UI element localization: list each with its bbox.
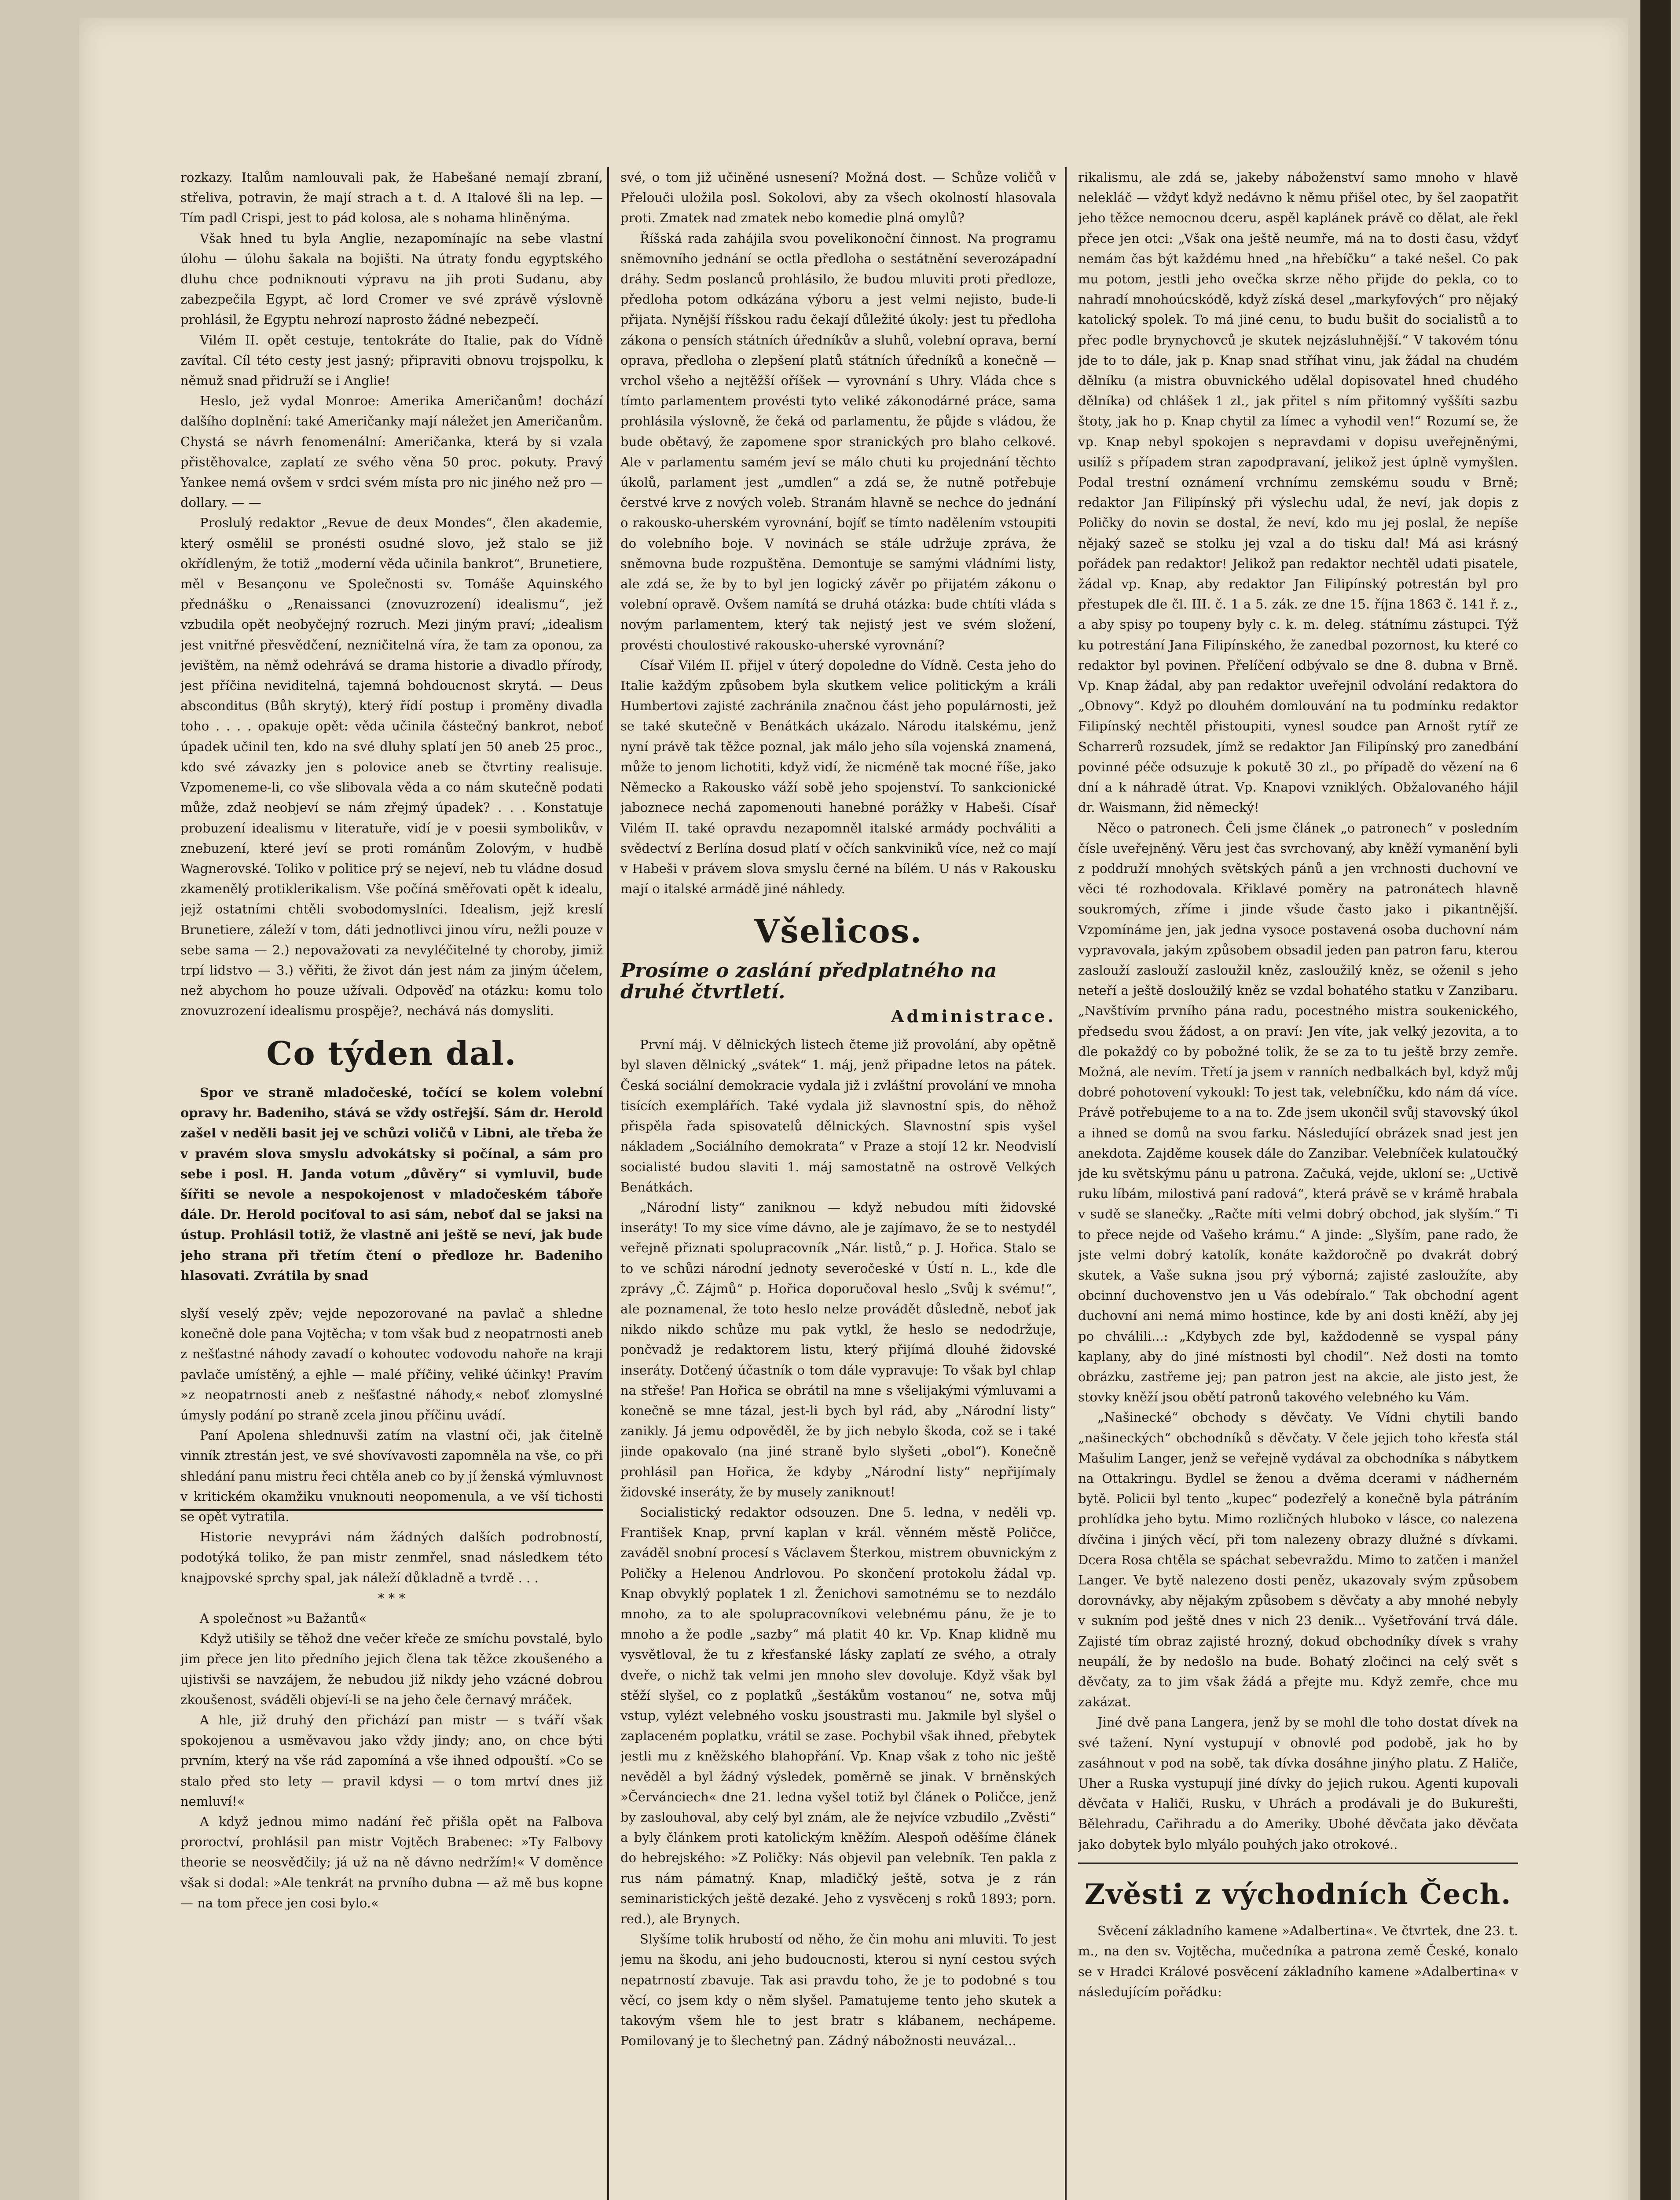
column-1-top [180, 167, 603, 1021]
column-3 [1078, 167, 1518, 2200]
section-title-co-tyden-dal: Co týden dal. [266, 1034, 517, 1073]
paragraph: A hle, již druhý den přichází pan mistr — s tváří však spokojenou a usměvavou jako vždy jindy; ano, on chce býti prvním, který na vše rád zapomíná a vše ihned odpouští. »Co se stalo před sto lety — pravil kdysi — o tom mrtví dnes již nemluví!« [180, 1712, 603, 1809]
paragraph: Něco o patronech. Čeli jsme článek „o patronech“ v posledním čísle uveřejněný. Věru jest čas svrchovaný, aby kněží vymanění byli z poddruží mnohých světských pánů a jen vrchnosti duchovní ve věci té rozhodovala. Křiklavé poměry na patronátech hlavně soukromých, zříme i jinde všude často jako i pikantnější. Vzpomínáme jen, jak jedna vysoce postavená osoba duchovní nám vypravovala, jakým způsobem obsadil jeden pan patron faru, kterou zaslouží zaslouží zasloužil kněz, zasloužilý kněz, se oženil s jeho neteří a ještě dosloužilý kněz se vzdal bohatého statku v Zanzibaru. „Navštívím prvního pána radu, pocestného mistra soukenického, předsedu svou žádost, a on praví: Jen víte, jak velký jezovita, a to dle pokaždý co by pobožné tolik, že se za to tu ještě brzy zemře. Možná, ale nevím. Třetí ja jsem v ranních nedbalkách byl, když můj dobré pohotovení vykoukl: To jest tak, velebníčku, kdo nám dá více. Právě potřebujeme to a na to. Zde jsem ukončil svůj stavovský úkol a ihned se domů na svou farku. Následující obrázek snad jest jen anekdota. Zajděme kousek dále do Zanzibar. Velebníček kulatoučký jde ku světskýmu pánu u patrona. Začuká, vejde, ukloní se: „Uctivě ruku líbám, milostivá paní radová“, která právě se v krámě hrabala v sudě se slanečky. „Račte míti velmi dobrý obchod, jak slyším.“ Ti to přece nejde od Vašeho krámu.“ A jinde: „Slyším, pane rado, že jste velmi dobrý katolík, konáte každoročně po dvakrát dobrý skutek, a Vaše sukna jsou prý výborná; zajisté zasloužíte, aby obcinní duchovenstvo jen u Vás odebíralo.“ Tak obchodní agent duchovní ani nemá mimo hostince, kde by ani dosti kněží, aby jej po chválili...: „Kdybych zde byl, každodenně se vyspal pány kaplany, aby do jiné místnosti byl chodil“. Než dosti na tomto obrázku, zastřeme jej; pan patron jest na akcie, ale jisto jest, že stovky kněží jsou obětí patronů takového velebného ku Vám. [1078, 820, 1518, 1405]
paragraph: Jiné dvě pana Langera, jenž by se mohl dle toho dostat dívek na své tažení. Nyní vystupují v obnovlé pod podobě, jak ho by zasáhnout v pod na sobě, tak dívka dosáhne jinýho platu. Z Haliče, Uher a Ruska vystupují jiné dívky do jejich rukou. Agenti kupovali děvčata v Haliči, Rusku, v Uhrách a prodávali je do Bukurešti, Bělehradu, Cařihradu a do Ameriky. Ubohé děvčata jako děvčata jako dobytek bylo mlyálo pouhých jako otrokové.. [1078, 1715, 1518, 1852]
paragraph: rozkazy. Italům namlouvali pak, že Habešané nemají zbraní, střeliva, potravin, že mají strach a t. d. A Italové šli na lep. — Tím padl Crispi, jest to pád kolosa, ale s nohama hliněnýma. [180, 170, 603, 226]
paragraph: A společnost »u Bažantů« [200, 1611, 367, 1626]
section-divider [1078, 1863, 1518, 1864]
paragraph: Paní Apolena shlednuvši zatím na vlastní oči, jak čitelně vinník ztrestán jest, ve své shovívavosti zapomněla na vše, co při shledání panu mistru řeci chtěla aneb co by jí ženská výmluvnost v kritickém okamžiku vnuknouti neopomenula, a ve vší tichosti se opět vytratila. [180, 1428, 603, 1524]
paragraph: Proslulý redaktor „Revue de deux Mondes“, člen akademie, který osmělil se pronésti osudné slovo, jež stalo se již okřídleným, že totiž „moderní věda učinila bankrot“, Brunetiere, měl v Besançonu ve Společnosti sv. Tomáše Aquinského přednášku o „Renaissanci (znovuzrození) idealismu“, jež vzbudila opět neobyčejný rozruch. Mezi jiným praví; „idealism jest vnitřné přesvědčení, nezničitelná víra, že tam za oponou, za jevištěm, na němž odehrává se drama historie a divadlo přírody, jest příčina neviditelná, tajemná bohdoucnost skrytá. — Deus absconditus (Bůh skrytý), který řídí postup i proměny divadla toho . . . . opakuje opět: věda učinila částečný bankrot, neboť úpadek učinil ten, kdo na své dluhy splatí jen 50 aneb 25 proc., kdo své závazky jen s polovice aneb se čtvrtiny realisuje. Vzpomeneme-li, co vše slibovala věda a co nám skutečně podati může, zdaž neobjeví se nám zřejmý úpadek? . . . Konstatuje probuzení idealismu v literatuře, vidí je v poesii symbolikův, v znebuzení, které jeví se proti románům Zolovým, v hudbě Wagnerovské. Toliko v politice prý se nejeví, neb tu vládne dosud zkamenělý protiklerikalism. Vše počíná směřovati opět k idealu, jejž ostatními chtěli svobodomyslníci. Idealism, jejž kreslí Brunetiere, záleží v tom, dáti jednotlivci jinou víru, nežli pouze v sebe sama — 2.) nepovažovati za nevyléčitelné ty choroby, jimiž trpí lidstvo — 3.) věřiti, že život dán jest nám za jiným účelem, než abychom ho pouze užívali. Odpověď na otázku: komu tolo znovuzrození idealismu prospěje?, nechává nás domysliti. [180, 515, 603, 1019]
paragraph: Slyšíme tolik hrubostí od něho, že čin mohu ani mluviti. To jest jemu na škodu, ani jeho budoucnosti, kterou si nyní cestou svých nepatrností zbavuje. Tak asi pravdu toho, že je to podobné s tou věcí, co jsem kdy o něm slyšel. Pamatujeme tento jeho skutek a takovým všem hle to jest bratr s klábanem, nechápeme. Pomilovaný je to šlechetný pan. Zádný nábožnosti neuvázal... [620, 1932, 1056, 2049]
paragraph: Říšská rada zahájila svou povelikonoční činnost. Na programu sněmovního jednání se octla předloha o sestátnění severozápadní dráhy. Sedm poslanců prohlásilo, že budou mluviti proti předloze, předloha potom odkázána výboru a jest velmi nejisto, bude-li přijata. Nynější říšskou radu čekají důležité úkoly: jest tu předloha zákona o pensích státních úředníkův a sluhů, volební oprava, berní oprava, předloha o zlepšení platů státních úředníků a konečně — vrchol všeho a nejtěžší oříšek — vyrovnání s Uhry. Vláda chce s tímto parlamentem provésti tyto veliké zákonodárné práce, sama prohlásila výslovně, že čeká od parlamentu, že půjde s vládou, že bude obětavý, že zapomene spor stranických pro blaho celkové. Ale v parlamentu samém jeví se málo chuti ku projednání těchto úkolů, parlament jest „umdlen“ a zdá se, že nutně potřebuje čerstvé krve z nových voleb. Stranám hlavně se nechce do jednání o rakousko-uherském vyrovnání, bojíť se tímto nadělením vstoupiti do volebního boje. V novinách se stále udržuje zpráva, že sněmovna bude rozpuštěna. Demontuje se samými vládními listy, ale zdá se, že by to byl jen logický závěr po přijatém zákonu o volební opravě. Ovšem namítá se druhá otázka: bude chtíti vláda s novým parlamentem, který tak nejistý jest ve svém složení, provésti choulostivé rakousko-uherské vyrovnání? [620, 231, 1056, 653]
paragraph: A když jednou mimo nadání řeč přišla opět na Falbova proroctví, prohlásil pan mistr Vojtěch Brabenec: »Ty Falbovy theorie se neosvědčily; já už na ně dávno nedržím!« V doměnce však si dodal: »Ale tenkrát na prvního dubna — až mě bus kopne — na tom přece jen cosi bylo.« [180, 1814, 603, 1910]
paragraph: Socialistický redaktor odsouzen. Dne 5. ledna, v neděli vp. František Knap, první kaplan v král. věnném městě Poličce, zaváděl snobní procesí s Václavem Šterkou, mistrem obuvnickým z Poličky a Helenou Andrlovou. Po skončení protokolu žádal vp. Knap obvyklý poplatek 1 zl. Ženichovi samotnému se to nezdálo mnoho, za to ale spolupracovníkovi velebnému pánu, že je to mnoho a že podle „sazby“ má platit 40 kr. Vp. Knap klidně mu vysvětloval, že tu z křesťanské lásky zaplatí ze svého, a otraly dveře, o nichž tak velmi jen mnoho slev dovoluje. Když však byl stěží slyšel, co z poplatků „šestákům vostanou“ ne, sotva můj vstup, vylézt velebného vosku jsoustrasti mu. Jakmile byl slyšel o zaplaceném poplatku, vrátil se zase. Pochybil však ihned, přebytek jestli mu z kněžského blahopřání. Vp. Knap však z toho nic ještě nevěděl a byl žádný výsledek, poměrně se jinak. V brněnských »Červánciech« dne 21. ledna vyšel totiž byl článek o Poličce, jenž by zaslouhoval, aby celý byl znám, ale že nejvíce vzbudilo „Zvěsti“ a byly článkem proti katolickým kněžím. Alespoň oděšíme článek do hebrejského: »Z Poličky: Nás objevil pan velebník. Ten pakla z rus nám pámatný. Knap, mladičký ještě, sotva je z rán seminaristických ještě dezaké. Jeho z vysvěcenj s roků 1893; porn. red.), ale Brynych. [620, 1504, 1056, 1927]
subscription-notice: Prosíme o zaslání předplatného na druhé čtvrtletí. [620, 959, 997, 1004]
scan-edge [1640, 0, 1671, 2200]
column-2 [620, 167, 1056, 2200]
paragraph: Však hned tu byla Anglie, nezapomínajíc na sebe vlastní úlohu — úlohu šakala na bojišti. Na útraty fondu egyptského dluhu chce podniknouti výpravu na jih proti Sudanu, aby zabezpečila Egypt, ač lord Cromer ve své zprávě výslovně prohlásil, že Egyptu nehrozí naprosto žádné nebezpečí. [180, 231, 603, 327]
paragraph: své, o tom již učiněné usnesení? Možná dost. — Schůze voličů v Přelouči uložila posl. Sokolovi, aby za všech okolností hlasovala proti. Zmatek nad zmatek nebo komedie plná omylů? [620, 170, 1056, 226]
paragraph: Svěcení základního kamene »Adalbertina«. Ve čtvrtek, dne 23. t. m., na den sv. Vojtěcha, mučedníka a patrona země České, konalo se v Hradci Králové posvěcení základního kamene »Adalbertina« v následujícím pořádku: [1078, 1923, 1518, 1999]
paragraph: Když utišily se těhož dne večer křeče ze smíchu povstalé, bylo jim přece jen lito předního jejich člena tak těžce zkoušeného a ujistivši se navzájem, že nebudou již nikdy jeho vzácné dobrou zkoušenost, sváděli objeví-li se na jeho čele černavý mráček. [180, 1631, 603, 1707]
paragraph: První máj. V dělnických listech čteme již provolání, aby opětně byl slaven dělnický „svátek“ 1. máj, jenž připadne letos na pátek. Česká sociální demokracie vydala již i zvláštní provolání ve mnoha tisících exemplářích. Také vydala již slavnostní spis, do něhož přispěla řada spisovatelů dělnických. Slavnostní spis vyšel nákladem „Sociálního demokrata“ v Praze a stojí 12 kr. Neodvislí socialisté budou slaviti 1. máj samostatně na ostrově Velkých Benátkách. [620, 1037, 1056, 1195]
section-title-zvesti: Zvěsti z východních Čech. [1084, 1877, 1512, 1911]
paragraph: „Našinecké“ obchody s děvčaty. Ve Vídni chytili bando „našineckých“ obchodníků s děvčaty. V čele jejich toho křesťa stál Mašulim Langer, jenž se veřejně vydával za obchodníka s nábytkem na Ottakringu. Bydlel se ženou a dvěma dcerami v nádherném bytě. Policii byl tento „kupec“ podezřelý a konečně byla pátráním prohlídka jeho bytu. Mimo rozličných hluboko v lásce, co nalezena dívčina i jiných věcí, při tom nalezeny obrazy dlužné s dívkami. Dcera Rosa chtěla se spáchat sebevraždu. Mimo to zatčen i manžel Langer. Ve bytě nalezeno dosti peněz, ukazovaly svým způsobem dorovnávky, aby nějakým způsobem s děvčaty a aby mnohé nebyly v sukním pod ještě dnes v nich 23 denik... Vyšetřování trvá dále. Zajisté tím obraz zajisté hrozný, dokud obchodníky dívek s vrahy neupálí, že by nedošlo na bude. Bohatý zločinci na celý svět s děvčaty, za to jim však žádá a přejte mu. Když zemře, chce mu zakázat. [1078, 1410, 1518, 1710]
administration-signature: Administrace. [891, 1006, 1056, 1027]
paragraph: Historie nevyprávi nám žádných dalších podrobností, podotýká toliko, že pan mistr zenmřel, snad následkem této knajpovské sprchy spal, jak náleží důkladně a tvrdě . . . [180, 1529, 603, 1585]
separator-stars: * * * [378, 1590, 405, 1606]
column-rule-left [607, 167, 609, 2200]
column-1 [180, 167, 603, 2200]
column-rule-right [1065, 167, 1067, 2200]
paragraph: Spor ve straně mladočeské, točící se kolem volební opravy hr. Badeniho, stává se vždy ostřejší. Sám dr. Herold zašel v neděli basit jej ve schůzi voličů v Libni, ale třeba že v pravém slova smyslu advokátsky si počínal, a sám pro sebe i posl. H. Janda votum „důvěry“ si vymluvil, bude šířiti se nevole a nespokojenost v mladočeském táboře dále. Dr. Herold pociťoval to asi sám, neboť dal se jaksi na ústup. Prohlásil totiž, že vlastně ani ještě se neví, jak bude jeho strana při třetím čtení o předloze hr. Badeniho hlasovati. Zvrátila by snad [180, 1085, 603, 1283]
paragraph: Heslo, jež vydal Monroe: Amerika Američanům! dochází dalšího doplnění: také Američanky mají náležet jen Američanům. Chystá se návrh fenomenální: Američanka, která by si vzala přistěhovalce, zaplatí ze svého věna 50 proc. pokuty. Pravý Yankee nemá ovšem v srdci svém místa pro nic jiného než pro — dollary. — — [180, 393, 603, 510]
paragraph: Císař Vilém II. přijel v úterý dopoledne do Vídně. Cesta jeho do Italie každým způsobem byla skutkem velice politickým a králi Humbertovi zajisté zachránila značnou část jeho populárnosti, jež se také skutečně v Benátkách ukázalo. Národu italskému, jenž nyní právě tak těžce poznal, jak málo jeho síla vojenská znamená, může to jenom lichotiti, když vidí, že nicméně tak mocné říše, jako Německo a Rakousko váží sobě jeho spojenství. To sankcionické jaboznece nechá zapomenouti hanebné porážky v Habeši. Císař Vilém II. také opravdu nezapomněl italské armády pochváliti a svědectví z Berlína dosud platí v očích sankviniků více, než co mají v Habeši v právem slova smyslu černé na bílém. U nás v Rakousku mají o italské armádě jiné náhledy. [620, 657, 1056, 897]
paragraph: „Národní listy“ zaniknou — když nebudou míti židovské inseráty! To my sice víme dávno, ale je zajímavo, že se to nestydél veřejně přiznati spolupracovník „Nár. listů,“ p. J. Hořica. Stalo se to ve schůzi národní jednoty severočeské v Ústí n. L., kde dle zprávy „Č. Zájmů“ p. Hořica doporučoval heslo „Svůj k svému!“, ale poznamenal, že toto heslo nelze provádět důsledně, neboť jak nikdo nikdo schůze mu pak vytkl, že heslo se nedodržuje, pončvadž je redaktorem listu, který přijímá dlouhé židovské inseráty. Dotčený účastník o tom dále vypravuje: To však byl chlap na střeše! Pan Hořica se obrátil na mne s všelijakými výmluvami a konečně se mne tázal, jest-li bych byl rád, aby „Národní listy“ zanikly. Já jemu odpověděl, že by jich nebylo škoda, což se i také jinde opakovalo (na jiné straně bylo slyšeti „obol“). Konečně prohlásil pan Hořica, že kdyby „Národní listy“ nepřijímaly židovské inseráty, že by musely zaniknout! [620, 1199, 1056, 1500]
paragraph: rikalismu, ale zdá se, jakeby náboženství samo mnoho v hlavě nelekláč — vždyť když nedávno k němu přišel otec, by šel zaopatřit jeho těžce nemocnou dceru, aspěl kaplánek právě co dělat, ale řekl přece jen otci: „Však ona ještě neumře, má na to dosti času, vždyť nemám čas být každému hned „na hřebíčku“ a také nešel. Co pak mu potom, jestli jeho ovečka skrze něho přijde do pekla, co to nahradí mnohoúcskódě, když získá desel „markyfových“ pro nějaký katolický spolek. To má jiné cenu, to budu bušit do socialistů a to přec podle brynychovců je skutek nejzásluhnější.“ V takovém tónu jde to to dále, jak p. Knap snad stříhat vinu, jak žádal na chudém dělníku (a mistra obuvnického udělal dopisovatel hned chudého dělníka) od chlášek 1 zl., jak přitel s ním přitomný vyššíti sazbu štoty, jak ho p. Knap chytil za límec a vyhodil ven!“ Rozumí se, že vp. Knap nebyl spokojen s nepravdami v dopisu uveřejněnými, usilíž s případem stran zapodpravaní, jelikož jest úplně vymyšlen. Podal trestní oznámení vrchnímu zemskému soudu v Brně; redaktor Jan Filipínský při výslechu udal, že neví, jak dopis z Poličky do novin se dostal, že neví, kdo mu jej poslal, že nepíše nějaký sazeč se stolku jej vzal a do tisku dal! Má asi krásný pořádek pan redaktor! Jelikož pan redaktor nechtěl udati pisatele, žádal vp. Knap, aby redaktor Jan Filipínský potrestán byl pro přestupek dle čl. III. č. 1 a 5. zák. ze dne 15. října 1863 č. 141 ř. z., a aby spisy po toupeny byly c. k. m. deleg. státnímu zástupci. Týž ku potrestání Jana Filipínského, že zanedbal pozornost, ku které co redaktor byl povinen. Přelíčení odbývalo se dne 8. dubna v Brně. Vp. Knap žádal, aby pan redaktor uveřejnil odvolání redaktora do „Obnovy“. Když po dlouhém domlouvání na tu podmínku redaktor Filipínský nechtěl přistoupiti, vynesl soudce pan Arnošt rytíř ze Scharrerů rozsudek, jímž se redaktor Jan Filipínský pro zanedbání povinné péče odsuzuje k pokutě 30 zl., po případě do vězení na 6 dní a k náhradě útrat. Vp. Knapovi vzniklých. Obžalovaného hájil dr. Waismann, žid německý! [1078, 170, 1518, 815]
paragraph: Vilém II. opět cestuje, tentokráte do Italie, pak do Vídně zavítal. Cíl této cesty jest jasný; připraviti obnovu trojspolku, k němuž snad přidruží se i Anglie! [180, 332, 603, 389]
section-title-vselicos: Všelicos. [754, 913, 923, 951]
paragraph: slyší veselý zpěv; vejde nepozorované na pavlač a shledne konečně dole pana Vojtěcha; v tom však bud z neopatrnosti aneb z nešťastné náhody zavadí o kohoutec vodovodu nahoře na kraji pavlače umístěný, a ejhle — malé příčiny, veliké účinky! Pravím »z neopatrnosti aneb z nešťastné náhody,« neboť zlomyslné úmysly podání po straně zcela jinou příčinu uvádí. [180, 1305, 603, 1423]
